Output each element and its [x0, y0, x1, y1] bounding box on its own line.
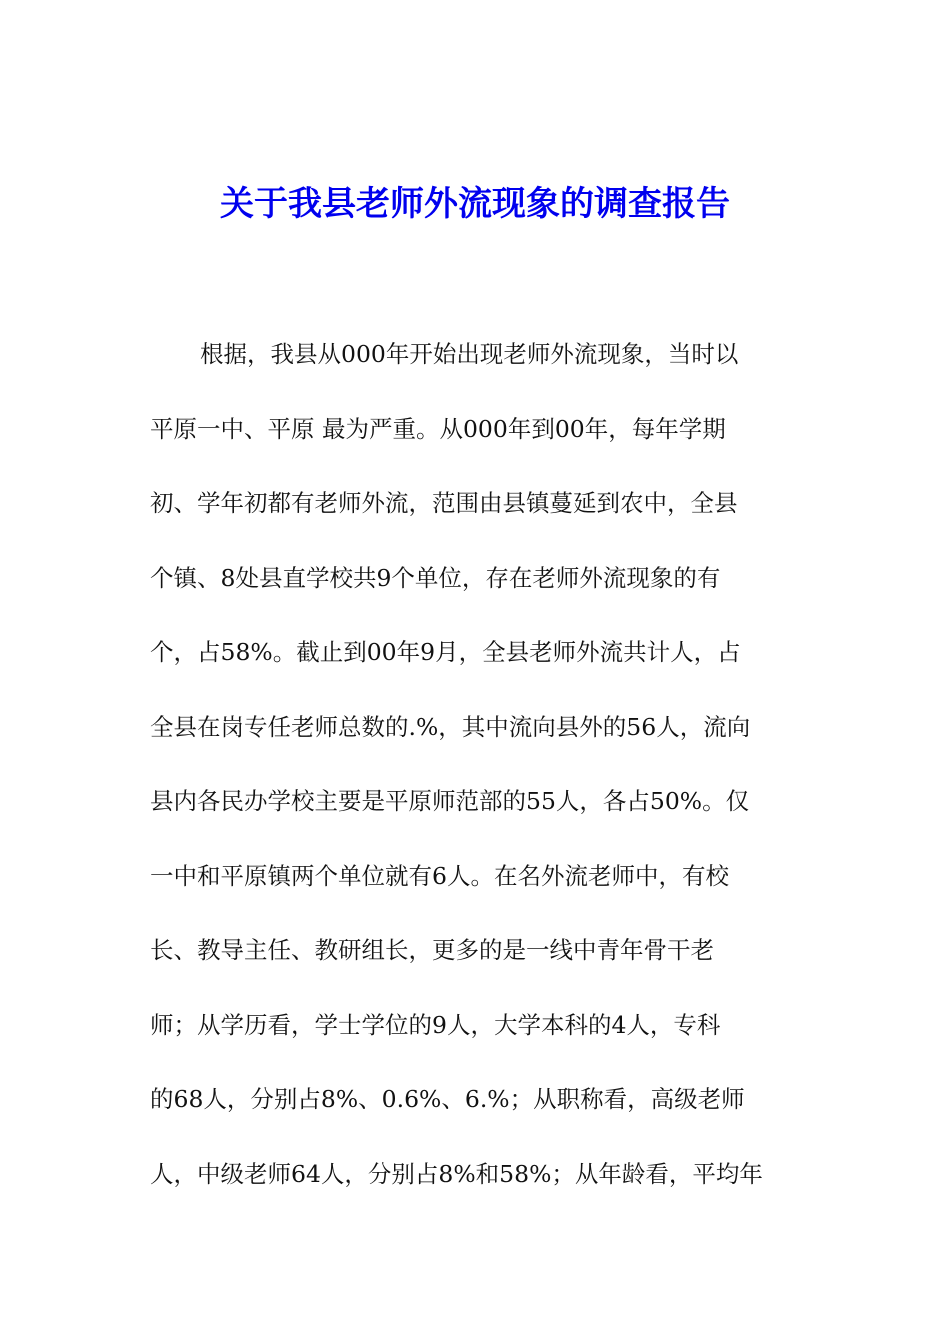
body-line: 个，占58%。截止到00年9月，全县老师外流共计人，占 [150, 638, 741, 666]
body-line: 个镇、8处县直学校共9个单位，存在老师外流现象的有 [150, 563, 721, 592]
body-line: 的68人，分别占8%、0.6%、6.%；从职称看，高级老师 [150, 1085, 745, 1113]
body-line: 初、学年初都有老师外流，范围由县镇蔓延到农中，全县 [150, 489, 738, 517]
body-line: 平原一中、平原 最为严重。从000年到00年，每年学期 [150, 414, 726, 443]
body-line: 人，中级老师64人，分别占8%和58%；从年龄看，平均年 [150, 1159, 763, 1188]
body-line: 长、教导主任、教研组长，更多的是一线中青年骨干老 [150, 936, 714, 964]
body-line: 一中和平原镇两个单位就有6人。在名外流老师中，有校 [150, 861, 729, 890]
body-line: 根据，我县从000年开始出现老师外流现象，当时以 [200, 340, 739, 368]
document-title: 关于我县老师外流现象的调查报告 [220, 184, 730, 224]
document-body [150, 336, 810, 1230]
body-line: 县内各民办学校主要是平原师范部的55人，各占50%。仅 [150, 787, 750, 815]
body-line: 全县在岗专任老师总数的.%，其中流向县外的56人，流向 [150, 712, 751, 741]
body-line: 师；从学历看，学士学位的9人，大学本科的4人，专科 [150, 1010, 721, 1039]
